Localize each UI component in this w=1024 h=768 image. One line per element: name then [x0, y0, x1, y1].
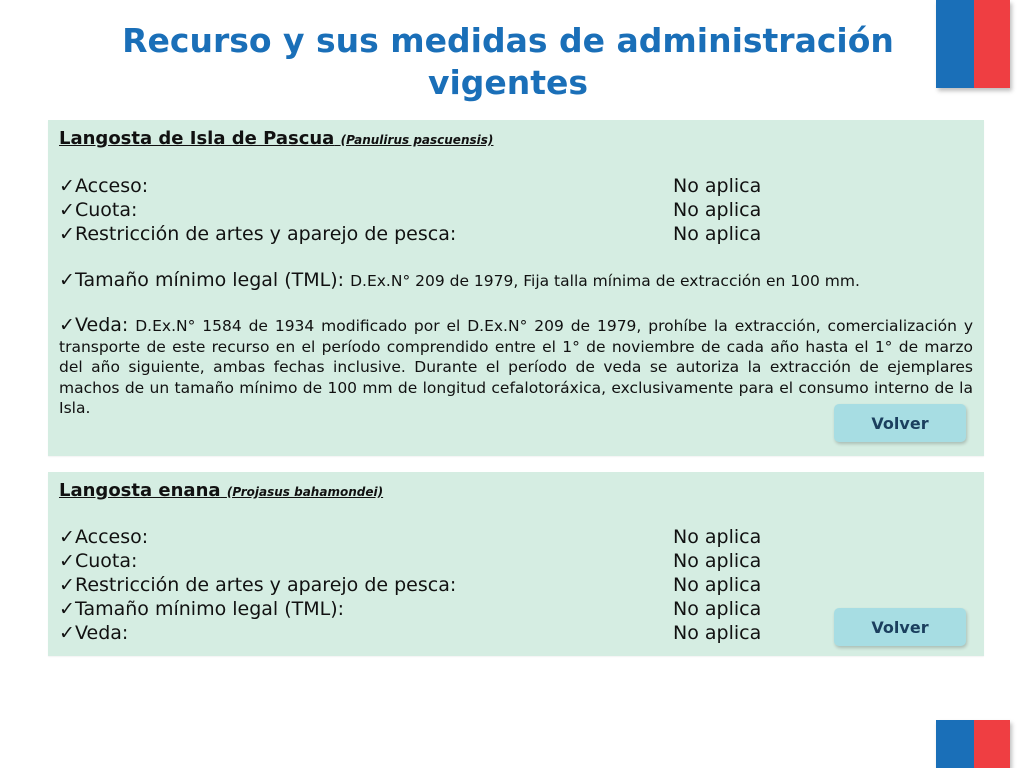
- check-icon: ✓: [59, 598, 75, 620]
- check-icon: ✓: [59, 269, 75, 291]
- measure-label: Acceso:: [75, 526, 149, 548]
- measure-label: Tamaño mínimo legal (TML):: [75, 598, 345, 620]
- measure-label: Cuota:: [75, 550, 138, 572]
- list-item: [59, 573, 819, 597]
- measure-value: No aplica: [673, 223, 762, 245]
- check-icon: ✓: [59, 199, 75, 221]
- measure-label: Cuota:: [75, 199, 138, 221]
- tml-text: D.Ex.N° 209 de 1979, Fija talla mínima de extracción en 100 mm.: [350, 272, 860, 290]
- list-item: [59, 549, 819, 573]
- card-heading: [59, 128, 493, 149]
- measure-label: Acceso:: [75, 175, 149, 197]
- check-icon: ✓: [59, 314, 75, 336]
- measure-value: No aplica: [673, 574, 762, 596]
- flag-decoration-bottom: [936, 720, 1010, 768]
- measures-list: [59, 525, 819, 645]
- resource-card-langosta-enana: [48, 472, 984, 656]
- list-item: [59, 198, 819, 222]
- veda-item: [59, 315, 973, 419]
- check-icon: ✓: [59, 175, 75, 197]
- measure-value: No aplica: [673, 622, 762, 644]
- species-name: Langosta enana: [59, 480, 221, 501]
- scientific-name: (Projasus bahamondei): [226, 485, 384, 499]
- page-title: Recurso y sus medidas de administración vigentes: [122, 21, 894, 102]
- species-name: Langosta de Isla de Pascua: [59, 128, 335, 149]
- measure-value: No aplica: [673, 199, 762, 221]
- tml-item: [59, 268, 860, 293]
- measure-value: No aplica: [673, 550, 762, 572]
- resource-card-isla-de-pascua: [48, 120, 984, 456]
- measure-label: Restricción de artes y aparejo de pesca:: [75, 574, 457, 596]
- list-item: [59, 597, 819, 621]
- check-icon: ✓: [59, 550, 75, 572]
- check-icon: ✓: [59, 622, 75, 644]
- check-icon: ✓: [59, 574, 75, 596]
- check-icon: ✓: [59, 526, 75, 548]
- measure-label: Restricción de artes y aparejo de pesca:: [75, 223, 457, 245]
- scientific-name: (Panulirus pascuensis): [340, 133, 494, 147]
- list-item: [59, 525, 819, 549]
- measure-value: No aplica: [673, 526, 762, 548]
- list-item: [59, 174, 819, 198]
- measures-list: [59, 174, 819, 246]
- measure-value: No aplica: [673, 175, 762, 197]
- veda-label: Veda:: [75, 314, 129, 336]
- check-icon: ✓: [59, 223, 75, 245]
- card-heading: [59, 480, 383, 501]
- measure-label: Veda:: [75, 622, 129, 644]
- back-button[interactable]: Volver: [834, 608, 966, 646]
- list-item: [59, 222, 819, 246]
- list-item: [59, 621, 819, 645]
- tml-label: Tamaño mínimo legal (TML):: [75, 269, 345, 291]
- measure-value: No aplica: [673, 598, 762, 620]
- veda-text: D.Ex.N° 1584 de 1934 modificado por el D.Ex.N° 209 de 1979, prohíbe la extracción, comercialización y transporte de este recurso en el período comprendido entre el 1° de noviembre de cada año hasta el 1° de marzo del año siguiente, ambas fechas inclusive. Durante el período de veda se autoriza la extracción de ejemplares machos de un tamaño mínimo de 100 mm de longitud cefalotoráxica, exclusivamente para el consumo interno de la Isla.: [59, 317, 973, 417]
- back-button[interactable]: Volver: [834, 404, 966, 442]
